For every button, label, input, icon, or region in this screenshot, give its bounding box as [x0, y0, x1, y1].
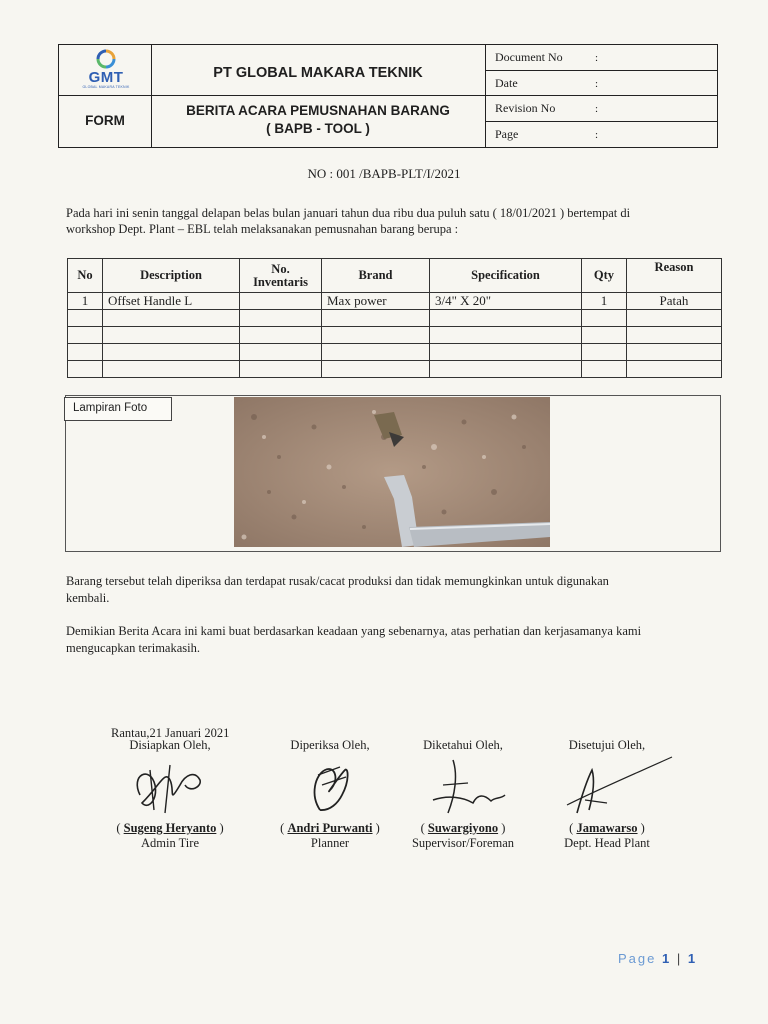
page-label: Page [618, 951, 657, 966]
statement-line-2: kembali. [66, 591, 110, 605]
cell-no: 1 [68, 293, 103, 310]
closing-line-2: mengucapkan terimakasih. [66, 641, 200, 655]
logo-subtext: GLOBAL MAKARA TEKNIK [82, 85, 130, 89]
table-row [68, 293, 722, 310]
signature-name-line: ( Jamawarso ) [569, 821, 645, 835]
logo-text: GMT [88, 69, 124, 86]
col-header-inventaris-line2: Inventaris [253, 274, 308, 289]
cell-specification: 3/4" X 20" [430, 293, 582, 310]
cell-brand: Max power [322, 293, 430, 310]
signatory-position: Dept. Head Plant [564, 836, 650, 850]
table-row-empty [68, 327, 722, 344]
cell-description: Offset Handle L [103, 293, 240, 310]
items-table [67, 258, 722, 378]
damaged-tool-photo [234, 397, 550, 547]
handwritten-signature-2 [280, 755, 380, 817]
col-header-qty: Qty [582, 259, 627, 293]
signature-name-line: ( Suwargiyono ) [420, 821, 506, 835]
signature-checked [255, 738, 405, 851]
page-separator: | [676, 951, 683, 966]
table-row-empty [68, 310, 722, 327]
signature-acknowledged [388, 738, 538, 851]
meta-page-label: Page [495, 127, 519, 141]
table-header-row [68, 259, 722, 293]
photo-label: Lampiran Foto [64, 397, 172, 421]
signatory-position: Planner [310, 836, 350, 850]
handwritten-signature-1 [120, 755, 220, 817]
place-date: Rantau,21 Januari 2021 [111, 726, 230, 740]
table-row-empty [68, 361, 722, 378]
page-number [618, 951, 697, 966]
signature-name-line: ( Sugeng Heryanto ) [116, 821, 224, 835]
col-header-inventaris [240, 259, 322, 293]
document-number: NO : 001 /BAPB-PLT/I/2021 [307, 166, 461, 181]
table-row-empty [68, 344, 722, 361]
signature-role-label: Diketahui Oleh, [423, 738, 503, 752]
signatory-name: Sugeng Heryanto [123, 821, 217, 835]
signatory-name: Suwargiyono [427, 821, 499, 835]
col-header-specification: Specification [430, 259, 582, 293]
col-header-description: Description [103, 259, 240, 293]
cell-qty: 1 [582, 293, 627, 310]
closing-line-1: Demikian Berita Acara ini kami buat berdasarkan keadaan yang sebenarnya, atas perhatian dan kerjasamanya kami [66, 624, 642, 638]
meta-revision-no-colon: : [595, 103, 599, 115]
intro-line-2: workshop Dept. Plant – EBL telah melaksanakan pemusnahan barang berupa : [66, 222, 459, 236]
intro-line-1: Pada hari ini senin tanggal delapan belas bulan januari tahun dua ribu dua puluh satu ( 18/01/2021 ) bertempat di [66, 206, 631, 220]
signature-prepared [95, 738, 245, 851]
signature-name-line: ( Andri Purwanti ) [280, 821, 380, 835]
page-total: 1 [687, 951, 698, 966]
signature-approved [532, 738, 682, 851]
signature-role-label: Diperiksa Oleh, [290, 738, 370, 752]
handwritten-signature-4 [537, 755, 677, 817]
signatory-position: Admin Tire [140, 836, 199, 850]
meta-document-no-label: Document No [495, 50, 563, 64]
signatory-position: Supervisor/Foreman [411, 836, 515, 850]
col-header-brand: Brand [322, 259, 430, 293]
cell-inventaris [240, 293, 322, 310]
meta-revision-no-label: Revision No [495, 101, 556, 115]
logo-ring-icon [95, 48, 117, 70]
doc-title-line1: BERITA ACARA PEMUSNAHAN BARANG [186, 103, 450, 118]
handwritten-signature-3 [413, 755, 513, 817]
col-header-inventaris-line1: No. [271, 261, 290, 276]
doc-title-line2: ( BAPB - TOOL ) [266, 121, 370, 136]
company-logo [67, 48, 145, 94]
signature-role-label: Disiapkan Oleh, [129, 738, 211, 752]
signature-role-label: Disetujui Oleh, [568, 738, 646, 752]
meta-date-label: Date [495, 76, 518, 90]
col-header-no: No [68, 259, 103, 293]
cell-reason: Patah [627, 293, 722, 310]
document-header [58, 44, 718, 148]
col-header-reason: Reason [627, 259, 722, 293]
page-current: 1 [662, 951, 672, 966]
meta-page-colon: : [595, 129, 599, 141]
statement-line-1: Barang tersebut telah diperiksa dan terdapat rusak/cacat produksi dan tidak memungkinkan untuk digunakan [66, 574, 609, 588]
meta-document-no-colon: : [595, 52, 599, 64]
form-label: FORM [85, 113, 125, 128]
signatory-name: Jamawarso [576, 821, 638, 835]
signatory-name: Andri Purwanti [287, 821, 373, 835]
company-name: PT GLOBAL MAKARA TEKNIK [213, 65, 423, 81]
meta-date-colon: : [595, 78, 599, 90]
